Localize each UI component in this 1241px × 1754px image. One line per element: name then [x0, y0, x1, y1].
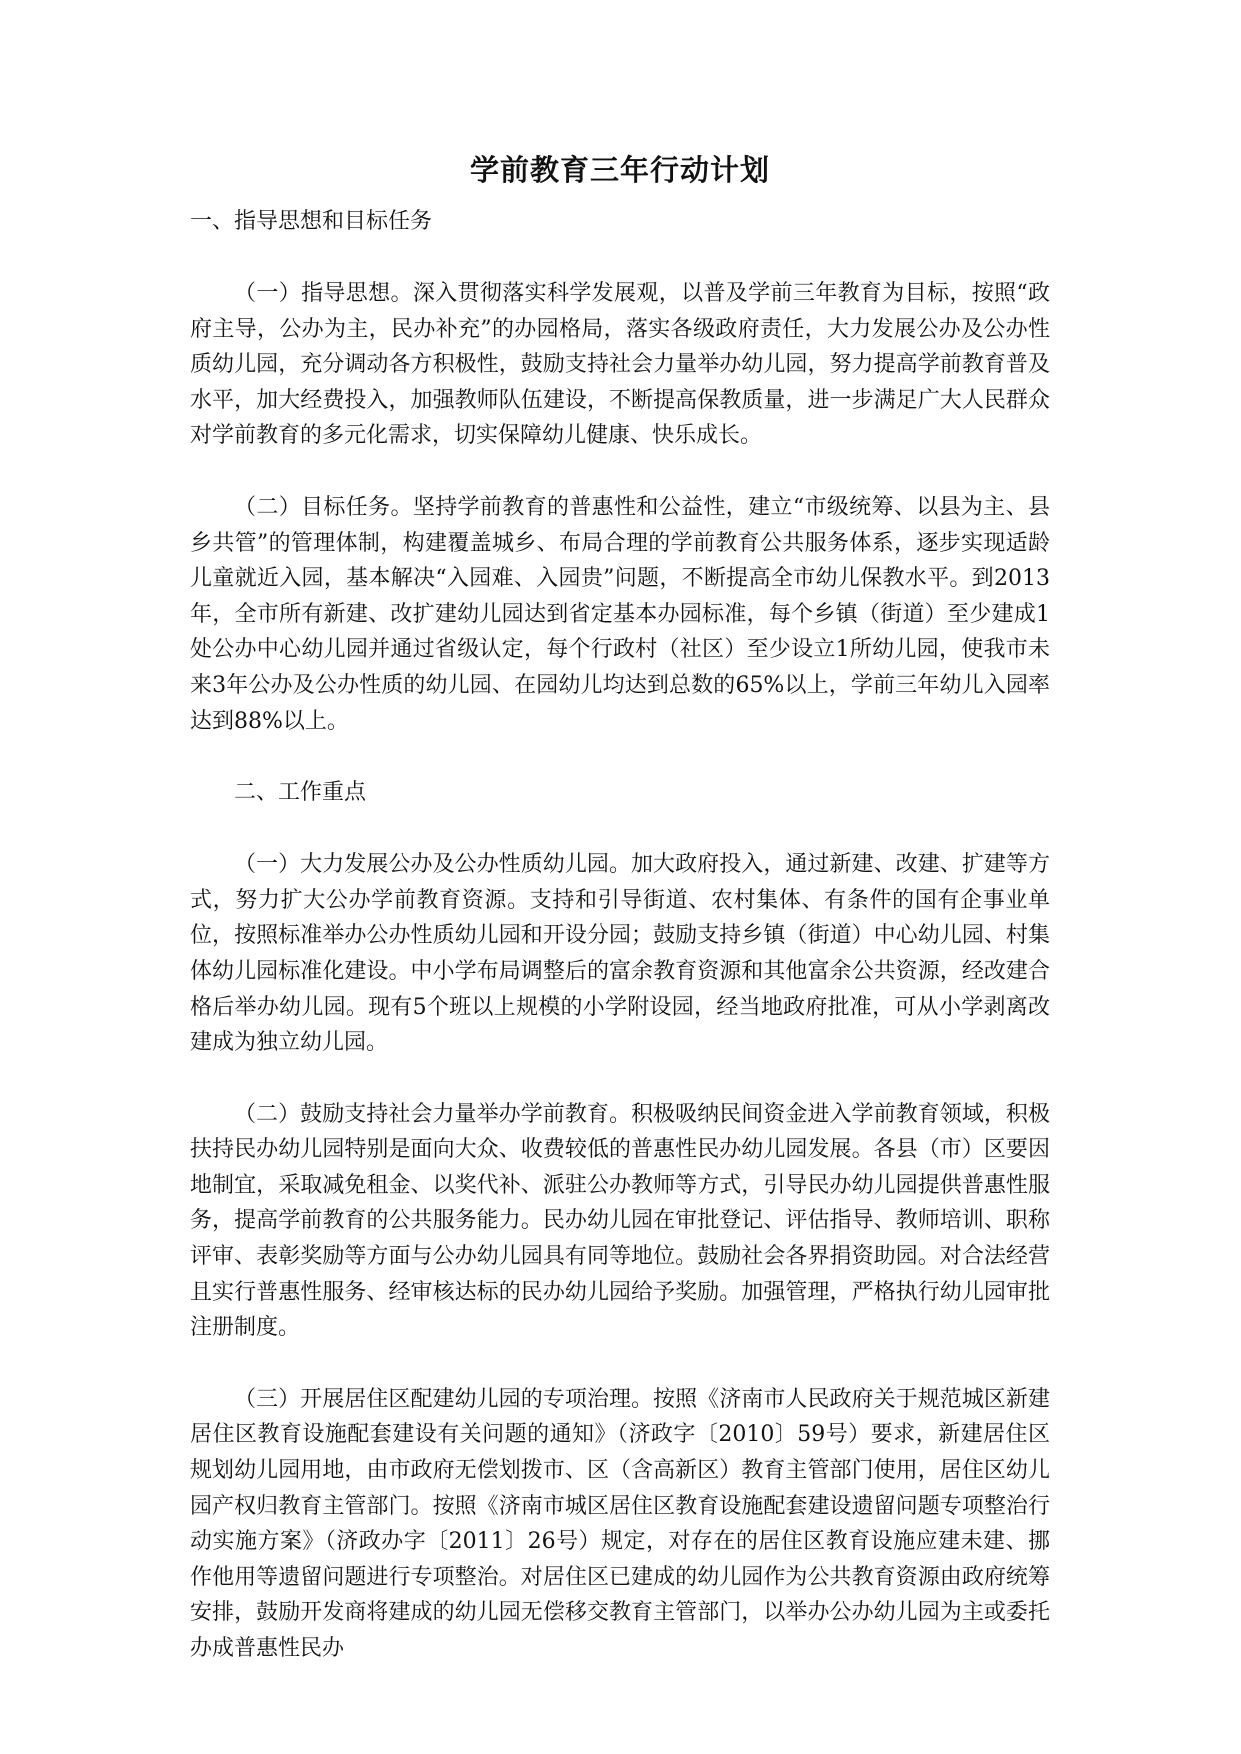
document-title: 学前教育三年行动计划 — [469, 153, 770, 187]
paragraph-guiding-ideology: （一）指导思想。深入贯彻落实科学发展观，以普及学前三年教育为目标，按照“政府主导，公办为主，民办补充”的办园格局，落实各级政府责任，大力发展公办及公办性质幼儿园，充分调动各方积极性，鼓励支持社会力量举办幼儿园，努力提高学前教育普及水平，加大经费投入，加强教师队伍建设，不断提高保教质量，进一步满足广大人民群众对学前教育的多元化需求，切实保障幼儿健康、快乐成长。 — [190, 281, 1050, 449]
section-heading-guiding-ideology: 一、指导思想和目标任务 — [190, 209, 433, 234]
paragraph-public-kindergartens: （一）大力发展公办及公办性质幼儿园。加大政府投入，通过新建、改建、扩建等方式，努力扩大公办学前教育资源。支持和引导街道、农村集体、有条件的国有企事业单位，按照标准举办公办性质幼儿园和开设分园；鼓励支持乡镇（街道）中心幼儿园、村集体幼儿园标准化建设。中小学布局调整后的富余教育资源和其他富余公共资源，经改建合格后举办幼儿园。现有5个班以上规模的小学附设园，经当地政府批准，可从小学剥离改建成为独立幼儿园。 — [190, 852, 1050, 1056]
section-heading-work-focus: 二、工作重点 — [234, 780, 367, 806]
paragraph-social-forces: （二）鼓励支持社会力量举办学前教育。积极吸纳民间资金进入学前教育领域，积极扶持民办幼儿园特别是面向大众、收费较低的普惠性民办幼儿园发展。各县（市）区要因地制宜，采取减免租金、以奖代补、派驻公办教师等方式，引导民办幼儿园提供普惠性服务，提高学前教育的公共服务能力。民办幼儿园在审批登记、评估指导、教师培训、职称评审、表彰奖励等方面与公办幼儿园具有同等地位。鼓励社会各界捐资助园。对合法经营且实行普惠性服务、经审核达标的民办幼儿园给予奖励。加强管理，严格执行幼儿园审批注册制度。 — [190, 1101, 1050, 1341]
document-page — [190, 150, 1050, 1667]
paragraph-target-tasks: （二）目标任务。坚持学前教育的普惠性和公益性，建立“市级统筹、以县为主、县乡共管”的管理体制，构建覆盖城乡、布局合理的学前教育公共服务体系，逐步实现适龄儿童就近入园，基本解决“入园难、入园贵”问题，不断提高全市幼儿保教水平。到2013年，全市所有新建、改扩建幼儿园达到省定基本办园标准，每个乡镇（街道）至少建成1处公办中心幼儿园并通过省级认定，每个行政村（社区）至少设立1所幼儿园，使我市未来3年公办及公办性质的幼儿园、在园幼儿均达到总数的65%以上，学前三年幼儿入园率达到88%以上。 — [190, 494, 1050, 734]
paragraph-residential-kindergartens: （三）开展居住区配建幼儿园的专项治理。按照《济南市人民政府关于规范城区新建居住区教育设施配套建设有关问题的通知》（济政字〔2010〕59号）要求，新建居住区规划幼儿园用地，由市政府无偿划拨市、区（含高新区）教育主管部门使用，居住区幼儿园产权归教育主管部门。按照《济南市城区居住区教育设施配套建设遗留问题专项整治行动实施方案》（济政办字〔2011〕26号）规定，对存在的居住区教育设施应建未建、挪作他用等遗留问题进行专项整治。对居住区已建成的幼儿园作为公共教育资源由政府统筹安排，鼓励开发商将建成的幼儿园无偿移交教育主管部门，以举办公办幼儿园为主或委托办成普惠性民办 — [190, 1386, 1050, 1661]
